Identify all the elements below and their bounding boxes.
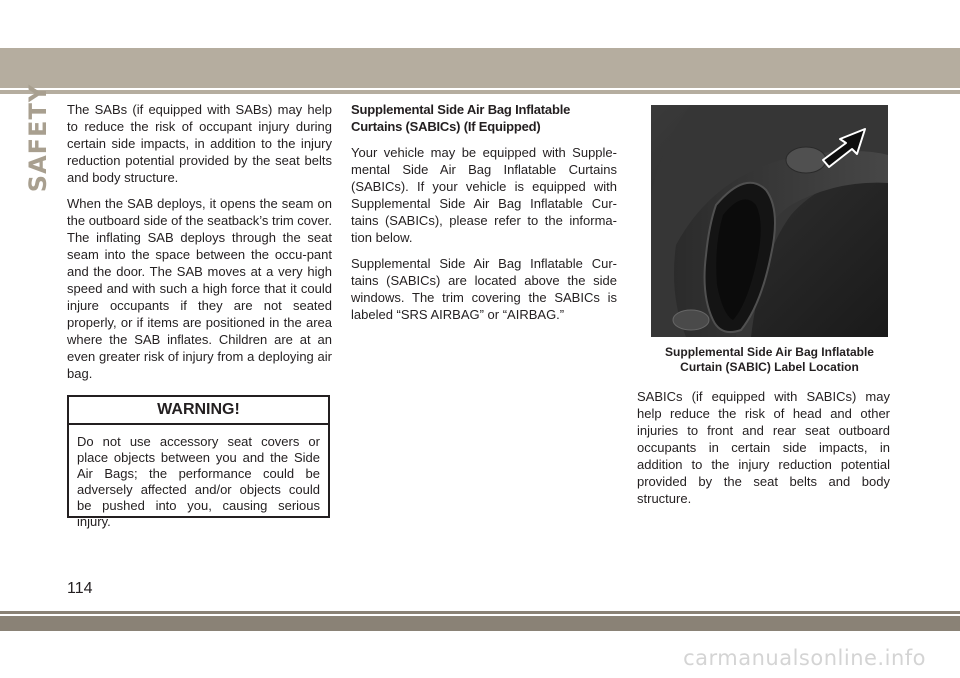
section-tab <box>9 83 67 193</box>
left-paragraph-2: When the SAB deploys, it opens the seam on the outboard side of the seatback’s trim cover. The inflating SAB deploys through the seat seam into the space between the occu-pant and the door. The SAB moves at a very high speed and with such a high force that it could injure occupants if they are not seated properly, or if items are positioned in the area where the SAB inflates. Children are at an even greater risk of injury from a deploying air bag. <box>67 196 332 381</box>
left-paragraph-1: The SABs (if equipped with SABs) may help to reduce the risk of occupant injury during certain side impacts, in addition to the injury reduction potential provided by the seat belts and body structure. <box>67 102 332 185</box>
section-heading: Supplemental Side Air Bag Inflatable Curtains (SABICs) (If Equipped) <box>351 102 571 134</box>
left-column <box>67 101 332 391</box>
middle-column <box>351 101 617 332</box>
sabic-label-photo <box>651 105 888 337</box>
page-number: 114 <box>67 580 93 597</box>
middle-paragraph-1: Your vehicle may be equipped with Supple-mental Side Air Bag Inflatable Curtains (SABICs). If your vehicle is equipped with Supplemental Side Air Bag Inflatable Cur-tains (SABICs), please refer to the informa-tion below. <box>351 145 617 245</box>
header-band <box>0 48 960 88</box>
right-column <box>637 388 890 516</box>
figure-caption: Supplemental Side Air Bag Inflatable Curtain (SABIC) Label Location <box>665 345 874 374</box>
header-rule <box>0 90 960 94</box>
middle-paragraph-2: Supplemental Side Air Bag Inflatable Cur-tains (SABICs) are located above the side windows. The trim covering the SABICs is labeled “SRS AIRBAG” or “AIRBAG.” <box>351 256 617 322</box>
warning-text: Do not use accessory seat covers or place objects between you and the Side Air Bags; the performance could be adversely affected and/or objects could be pushed into you, causing serious injury. <box>77 434 320 529</box>
watermark-text: carmanualsonline.info <box>683 646 926 670</box>
watermark <box>0 646 960 670</box>
section-tab-label: SAFETY <box>24 83 52 193</box>
warning-title: WARNING! <box>69 397 328 425</box>
warning-box <box>67 395 330 529</box>
footer-band <box>0 616 960 631</box>
footer-rule <box>0 611 960 614</box>
right-paragraph-1: SABICs (if equipped with SABICs) may help reduce the risk of head and other injuries to front and rear seat outboard occupants in certain side impacts, in addition to the injury reduction potential provided by the seat belts and body structure. <box>637 389 890 506</box>
